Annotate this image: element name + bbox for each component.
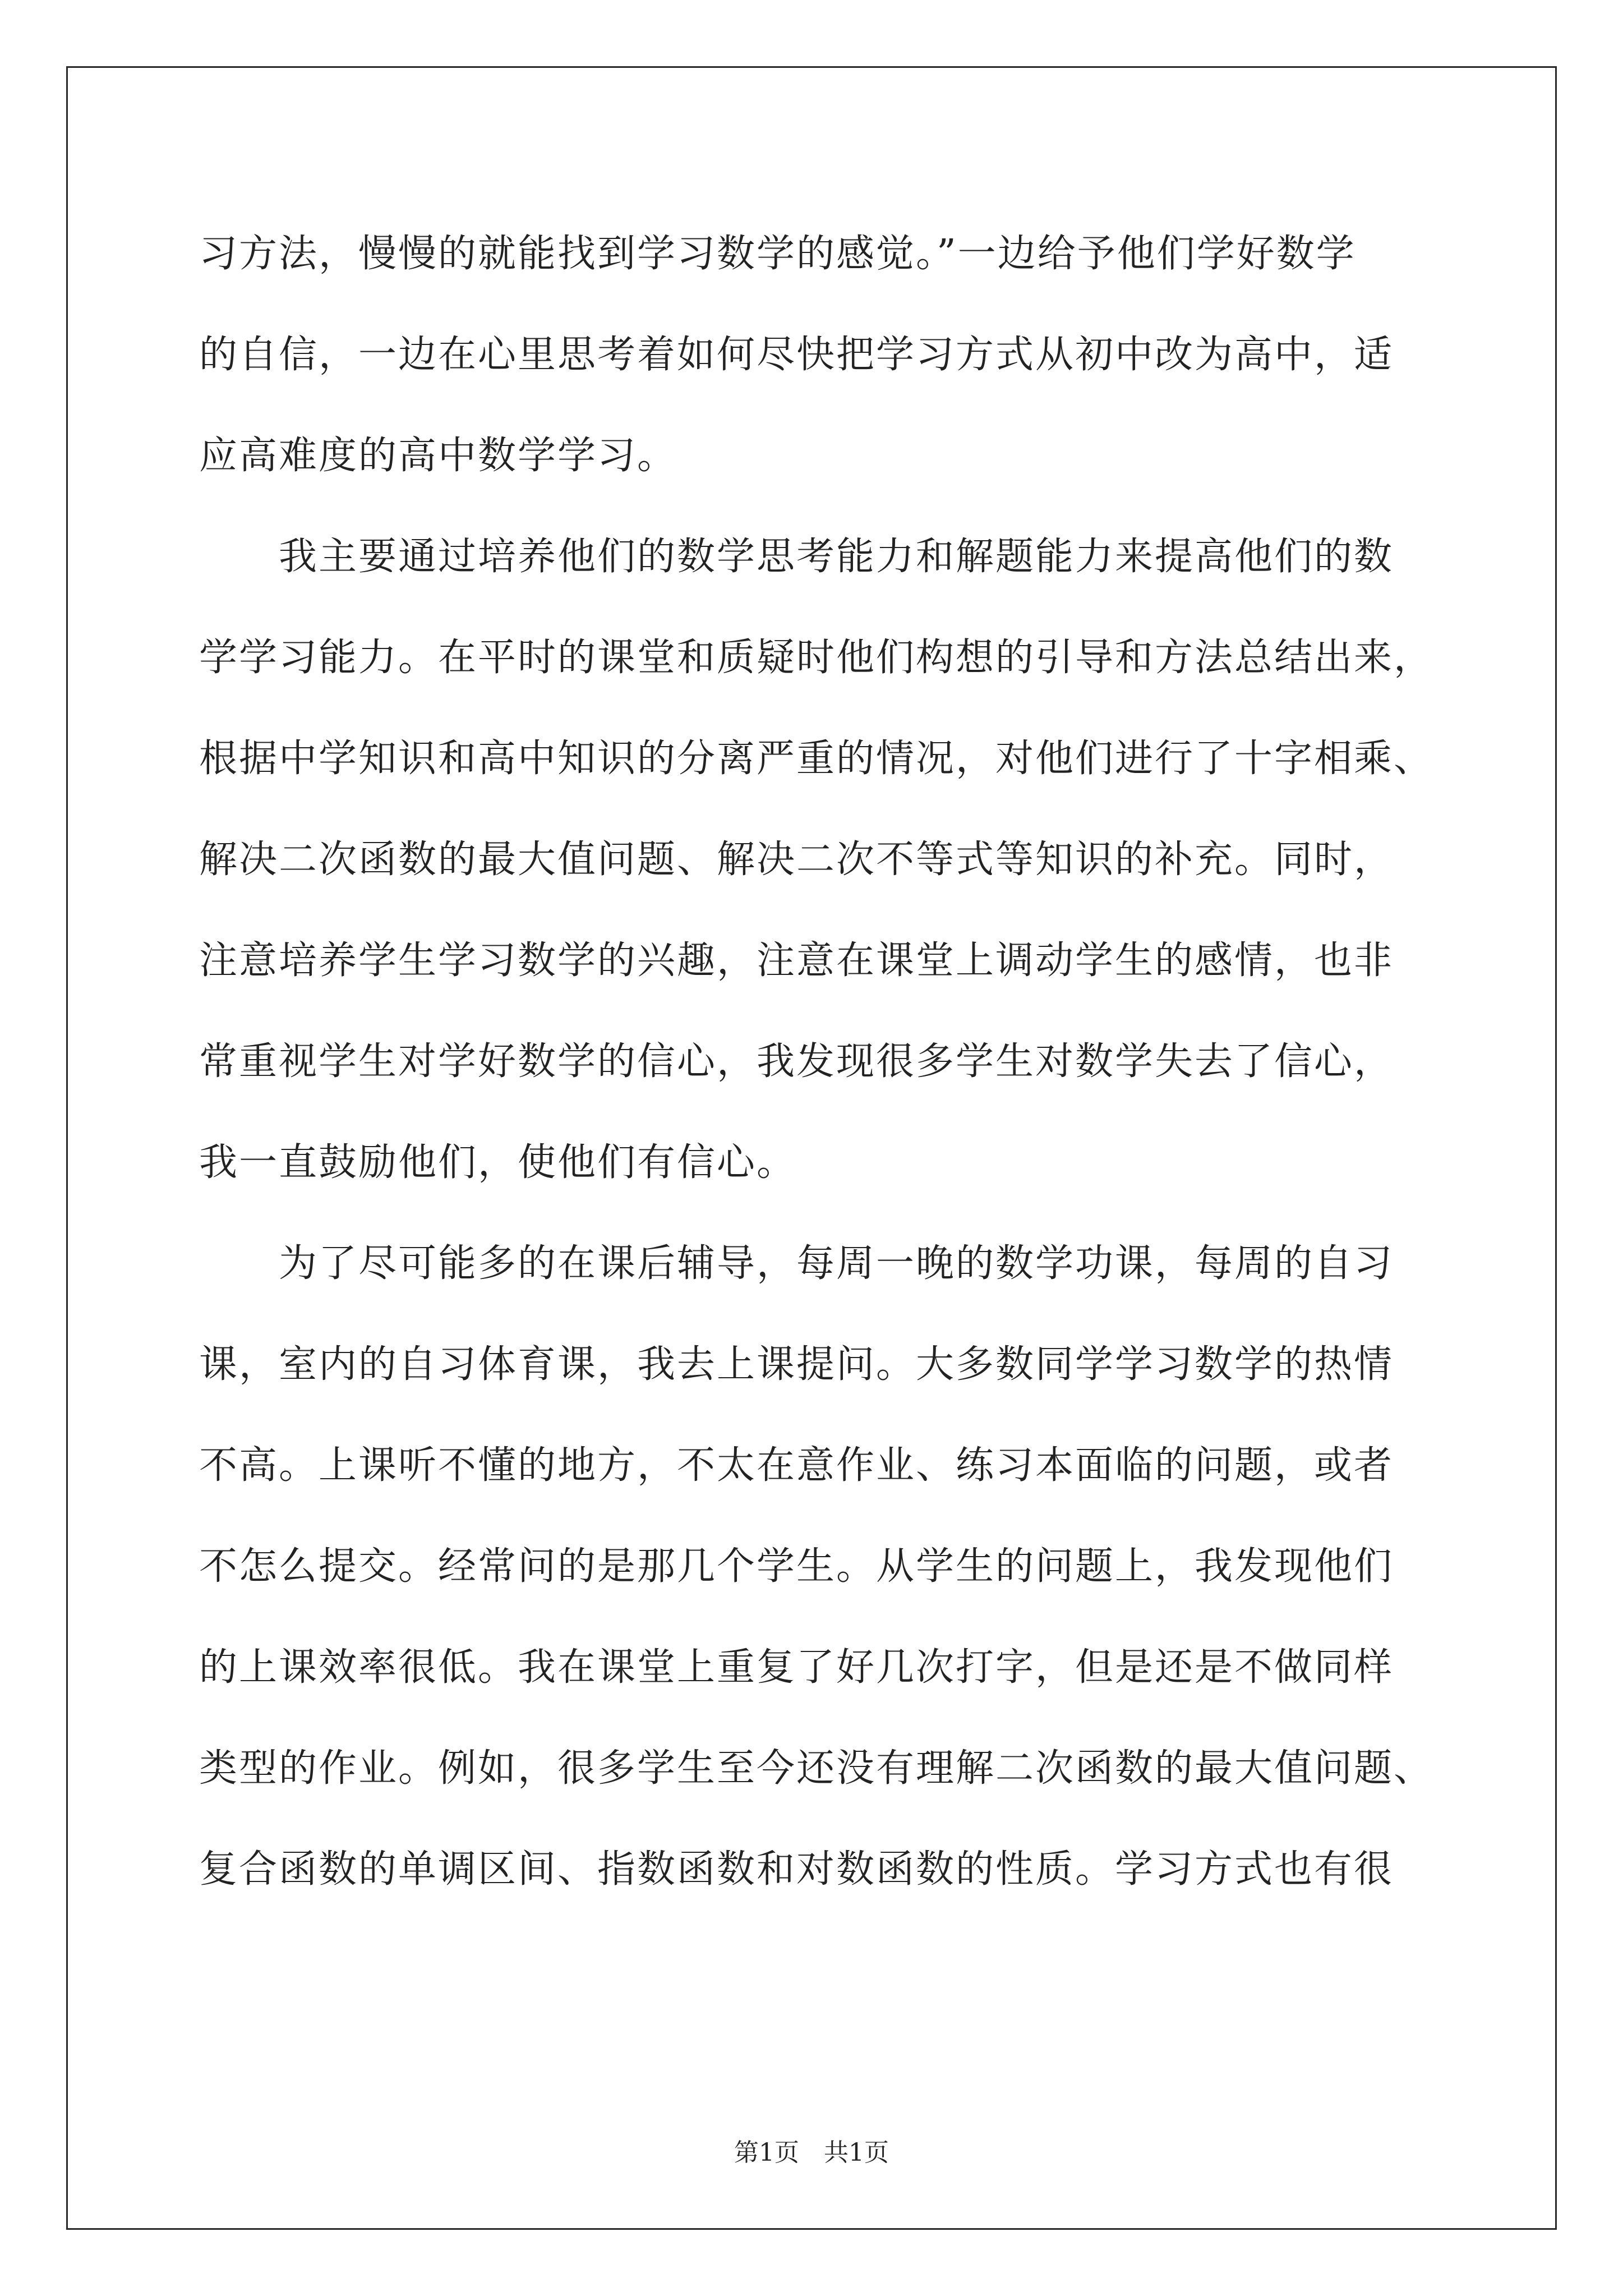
text-line: 不高。上课听不懂的地方，不太在意作业、练习本面临的问题，或者 xyxy=(199,1443,1394,1488)
text-line: 我主要通过培养他们的数学思考能力和解题能力来提高他们的数 xyxy=(199,535,1394,579)
text-line: 常重视学生对学好数学的信心，我发现很多学生对数学失去了信心， xyxy=(199,1039,1394,1084)
text-line: 的上课效率很低。我在课堂上重复了好几次打字，但是还是不做同样 xyxy=(199,1645,1394,1690)
text-line: 的自信，一边在心里思考着如何尽快把学习方式从初中改为高中，适 xyxy=(199,333,1394,377)
text-line: 为了尽可能多的在课后辅导，每周一晚的数学功课，每周的自习 xyxy=(199,1241,1394,1286)
text-line: 注意培养学生学习数学的兴趣，注意在课堂上调动学生的感情，也非 xyxy=(199,938,1394,983)
text-line: 复合函数的单调区间、指数函数和对数函数的性质。学习方式也有很 xyxy=(199,1847,1394,1892)
text-line: 类型的作业。例如，很多学生至今还没有理解二次函数的最大值问题、 xyxy=(199,1746,1434,1791)
text-line: 学学习能力。在平时的课堂和质疑时他们构想的引导和方法总结出来， xyxy=(199,636,1434,680)
text-line: 解决二次函数的最大值问题、解决二次不等式等知识的补充。同时， xyxy=(199,838,1394,882)
text-line: 不怎么提交。经常问的是那几个学生。从学生的问题上，我发现他们 xyxy=(199,1544,1394,1589)
text-line: 我一直鼓励他们，使他们有信心。 xyxy=(199,1140,797,1185)
page-footer: 第1页 共1页 xyxy=(734,2138,889,2167)
text-line: 根据中学知识和高中知识的分离严重的情况，对他们进行了十字相乘、 xyxy=(199,737,1434,781)
text-line: 应高难度的高中数学学习。 xyxy=(199,434,677,478)
text-line: 习方法，慢慢的就能找到学习数学的感觉。”一边给予他们学好数学 xyxy=(199,232,1356,276)
text-line: 课，室内的自习体育课，我去上课提问。大多数同学学习数学的热情 xyxy=(199,1342,1394,1387)
